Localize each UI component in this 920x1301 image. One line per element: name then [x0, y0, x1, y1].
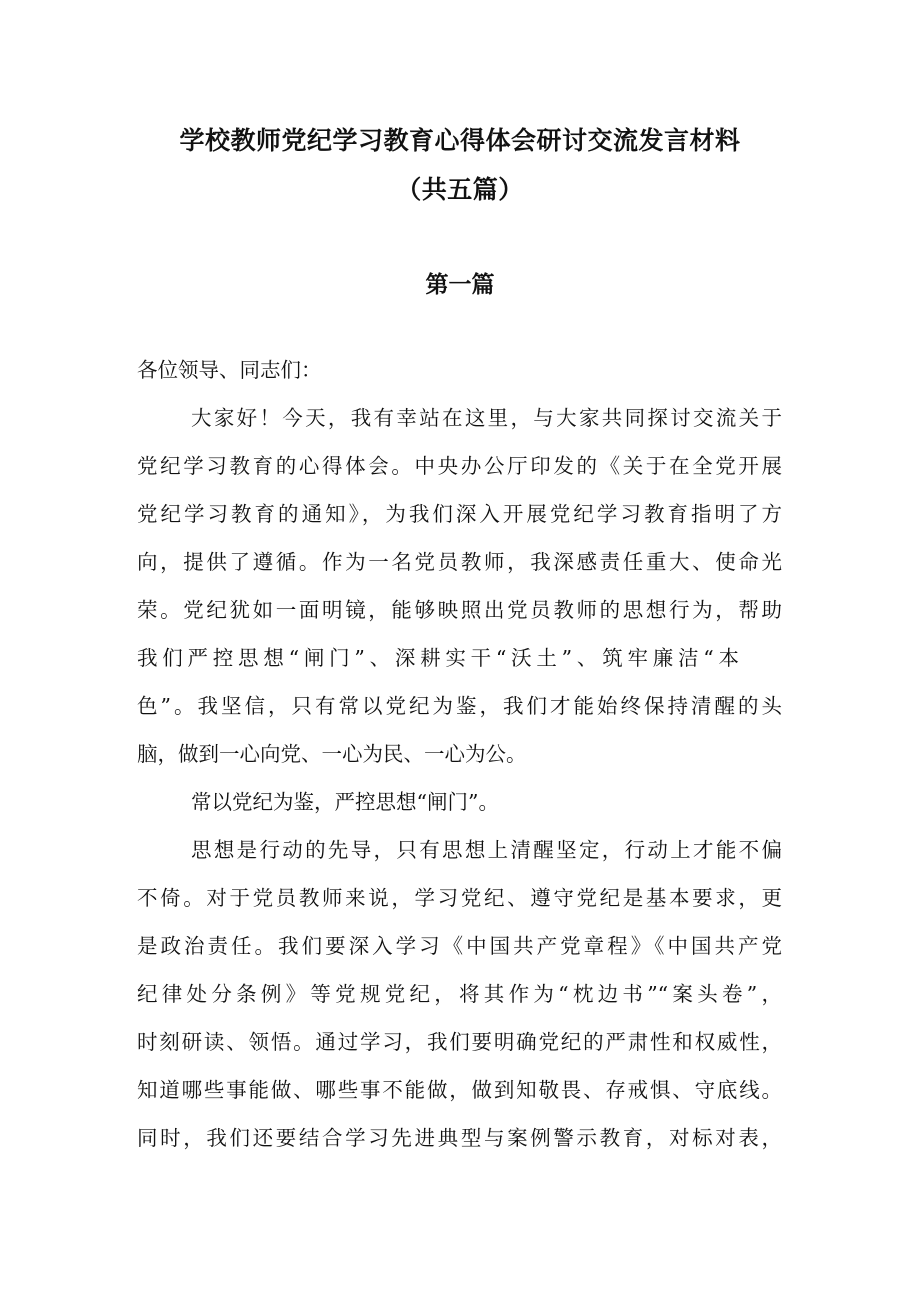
body-text-line: 党纪学习教育的心得体会。中央办公厅印发的《关于在全党开展 [137, 454, 782, 478]
salutation-line: 各位领导、同志们： [137, 358, 322, 382]
body-text-line: 大家好！今天，我有幸站在这里，与大家共同探讨交流关于 [191, 406, 782, 430]
body-text-line: 荣。党纪犹如一面明镜，能够映照出党员教师的思想行为，帮助 [137, 598, 782, 622]
section-heading-line: 常以党纪为鉴，严控思想“闸门”。 [191, 790, 499, 814]
chapter-heading: 第一篇 [425, 272, 495, 298]
body-text-line: 纪律处分条例》等党规党纪，将其作为“枕边书”“案头卷”， [137, 982, 782, 1006]
body-text-line: 是政治责任。我们要深入学习《中国共产党章程》《中国共产党 [137, 934, 782, 958]
body-text-line: 向，提供了遵循。作为一名党员教师，我深感责任重大、使命光 [137, 550, 782, 574]
body-text-line: 思想是行动的先导，只有思想上清醒坚定，行动上才能不偏 [191, 838, 782, 862]
body-text-line: 色”。我坚信，只有常以党纪为鉴，我们才能始终保持清醒的头 [137, 694, 782, 718]
document-title: 学校教师党纪学习教育心得体会研讨交流发言材料 [179, 126, 741, 155]
body-text-line: 同时，我们还要结合学习先进典型与案例警示教育，对标对表， [137, 1126, 782, 1150]
body-text-line: 脑，做到一心向党、一心为民、一心为公。 [137, 742, 527, 766]
body-text-line: 不倚。对于党员教师来说，学习党纪、遵守党纪是基本要求，更 [137, 886, 782, 910]
document-subtitle: （共五篇） [396, 175, 524, 204]
body-text-line: 时刻研读、领悟。通过学习，我们要明确党纪的严肃性和权威性， [137, 1030, 782, 1054]
body-text-line: 我们严控思想“闸门”、深耕实干“沃土”、筑牢廉洁“本 [137, 646, 739, 670]
body-text-line: 党纪学习教育的通知》，为我们深入开展党纪学习教育指明了方 [137, 502, 782, 526]
body-text-line: 知道哪些事能做、哪些事不能做，做到知敬畏、存戒惧、守底线。 [137, 1078, 782, 1102]
